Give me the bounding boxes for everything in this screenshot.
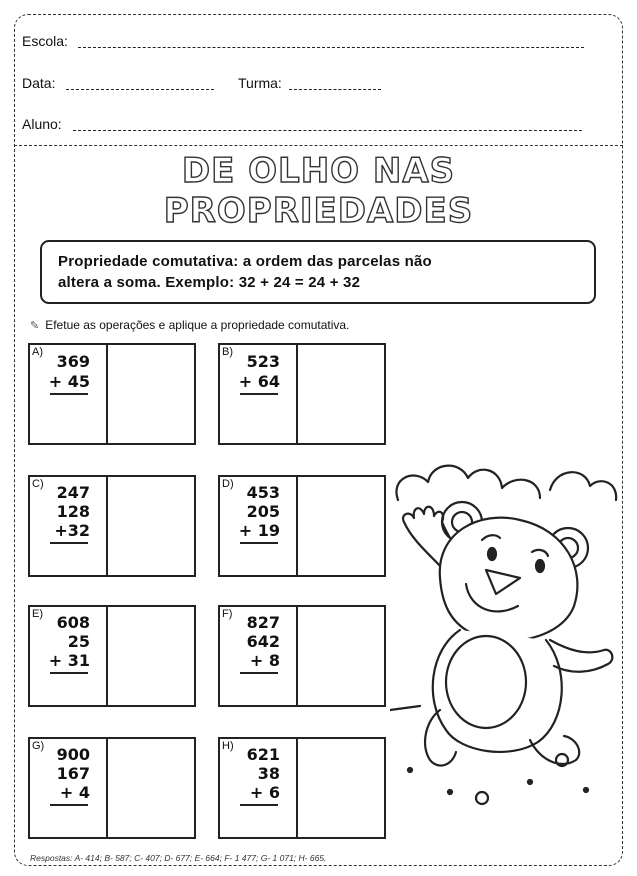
student-blank[interactable] (73, 130, 582, 131)
addend: 128 (56, 502, 90, 521)
addend: + 8 (249, 651, 280, 670)
operation-letter: F) (222, 608, 233, 620)
title-line-2: PROPRIEDADES (163, 191, 474, 231)
addend: +32 (54, 521, 90, 540)
answer-divider (296, 739, 298, 837)
addend: 369 (56, 352, 90, 371)
addend: 38 (257, 764, 280, 783)
flower-icon (476, 792, 488, 804)
addend: 205 (246, 502, 280, 521)
answer-divider (106, 739, 108, 837)
operation-box-e[interactable] (28, 605, 196, 707)
class-blank[interactable] (289, 89, 381, 90)
addend: 642 (246, 632, 280, 651)
bush-outline (550, 472, 616, 500)
operation-letter: D) (222, 478, 234, 490)
addend: + 4 (59, 783, 90, 802)
school-label: Escola: (22, 33, 68, 49)
operation-letter: A) (32, 346, 43, 358)
addend: 900 (56, 745, 90, 764)
class-label: Turma: (238, 75, 282, 91)
operation-box-h[interactable] (218, 737, 386, 839)
date-blank[interactable] (66, 89, 214, 90)
addend: 167 (56, 764, 90, 783)
addend: 247 (56, 483, 90, 502)
bear-eye-right (536, 560, 544, 572)
addend: + 64 (238, 372, 280, 391)
operation-box-d[interactable] (218, 475, 386, 577)
addend: + 31 (48, 651, 90, 670)
sum-line (240, 672, 278, 674)
ground-line (390, 706, 420, 710)
student-label: Aluno: (22, 116, 62, 132)
operation-box-a[interactable] (28, 343, 196, 445)
addend: 827 (246, 613, 280, 632)
sum-line (50, 672, 88, 674)
sum-line (50, 542, 88, 544)
bear-illustration (390, 460, 620, 820)
rule-line-1: Propriedade comutativa: a ordem das parcelas não (58, 253, 432, 270)
sum-line (50, 804, 88, 806)
operation-box-g[interactable] (28, 737, 196, 839)
school-blank[interactable] (78, 47, 584, 48)
date-label: Data: (22, 75, 56, 91)
operation-box-b[interactable] (218, 343, 386, 445)
answer-divider (296, 477, 298, 575)
answer-divider (296, 345, 298, 443)
title-line-1: DE OLHO NAS (181, 151, 456, 191)
answer-divider (296, 607, 298, 705)
operation-letter: E) (32, 608, 43, 620)
operation-letter: G) (32, 740, 45, 752)
student-field (22, 116, 64, 132)
header-separator (14, 145, 623, 146)
answer-divider (106, 345, 108, 443)
sum-line (240, 804, 278, 806)
pencil-icon: ✎ (30, 320, 40, 332)
date-field (22, 75, 57, 91)
rule-box (40, 240, 596, 304)
answers-footer: Respostas: A- 414; B- 587; C- 407; D- 677; E- 664; F- 1 477; G- 1 071; H- 665. (30, 853, 327, 863)
addend: 608 (56, 613, 90, 632)
answer-divider (106, 477, 108, 575)
addend: + 19 (238, 521, 280, 540)
operation-box-f[interactable] (218, 605, 386, 707)
operation-box-c[interactable] (28, 475, 196, 577)
sum-line (240, 542, 278, 544)
sum-line (50, 393, 88, 395)
addend: 523 (246, 352, 280, 371)
addend: 25 (67, 632, 90, 651)
operation-letter: H) (222, 740, 234, 752)
operation-letter: C) (32, 478, 44, 490)
rule-line-2: altera a soma. Exemplo: 32 + 24 = 24 + 32 (58, 274, 361, 291)
bush-outline (396, 466, 540, 500)
operation-letter: B) (222, 346, 233, 358)
answer-divider (106, 607, 108, 705)
addend: 621 (246, 745, 280, 764)
class-field (238, 75, 284, 91)
sum-line (240, 393, 278, 395)
addend: + 6 (249, 783, 280, 802)
bear-eye-left (488, 548, 496, 560)
addend: + 45 (48, 372, 90, 391)
instruction-text: Efetue as operações e aplique a propriedade comutativa. (45, 318, 350, 332)
school-field (22, 33, 70, 49)
bear-body (433, 630, 562, 752)
instruction (30, 318, 349, 332)
addend: 453 (246, 483, 280, 502)
